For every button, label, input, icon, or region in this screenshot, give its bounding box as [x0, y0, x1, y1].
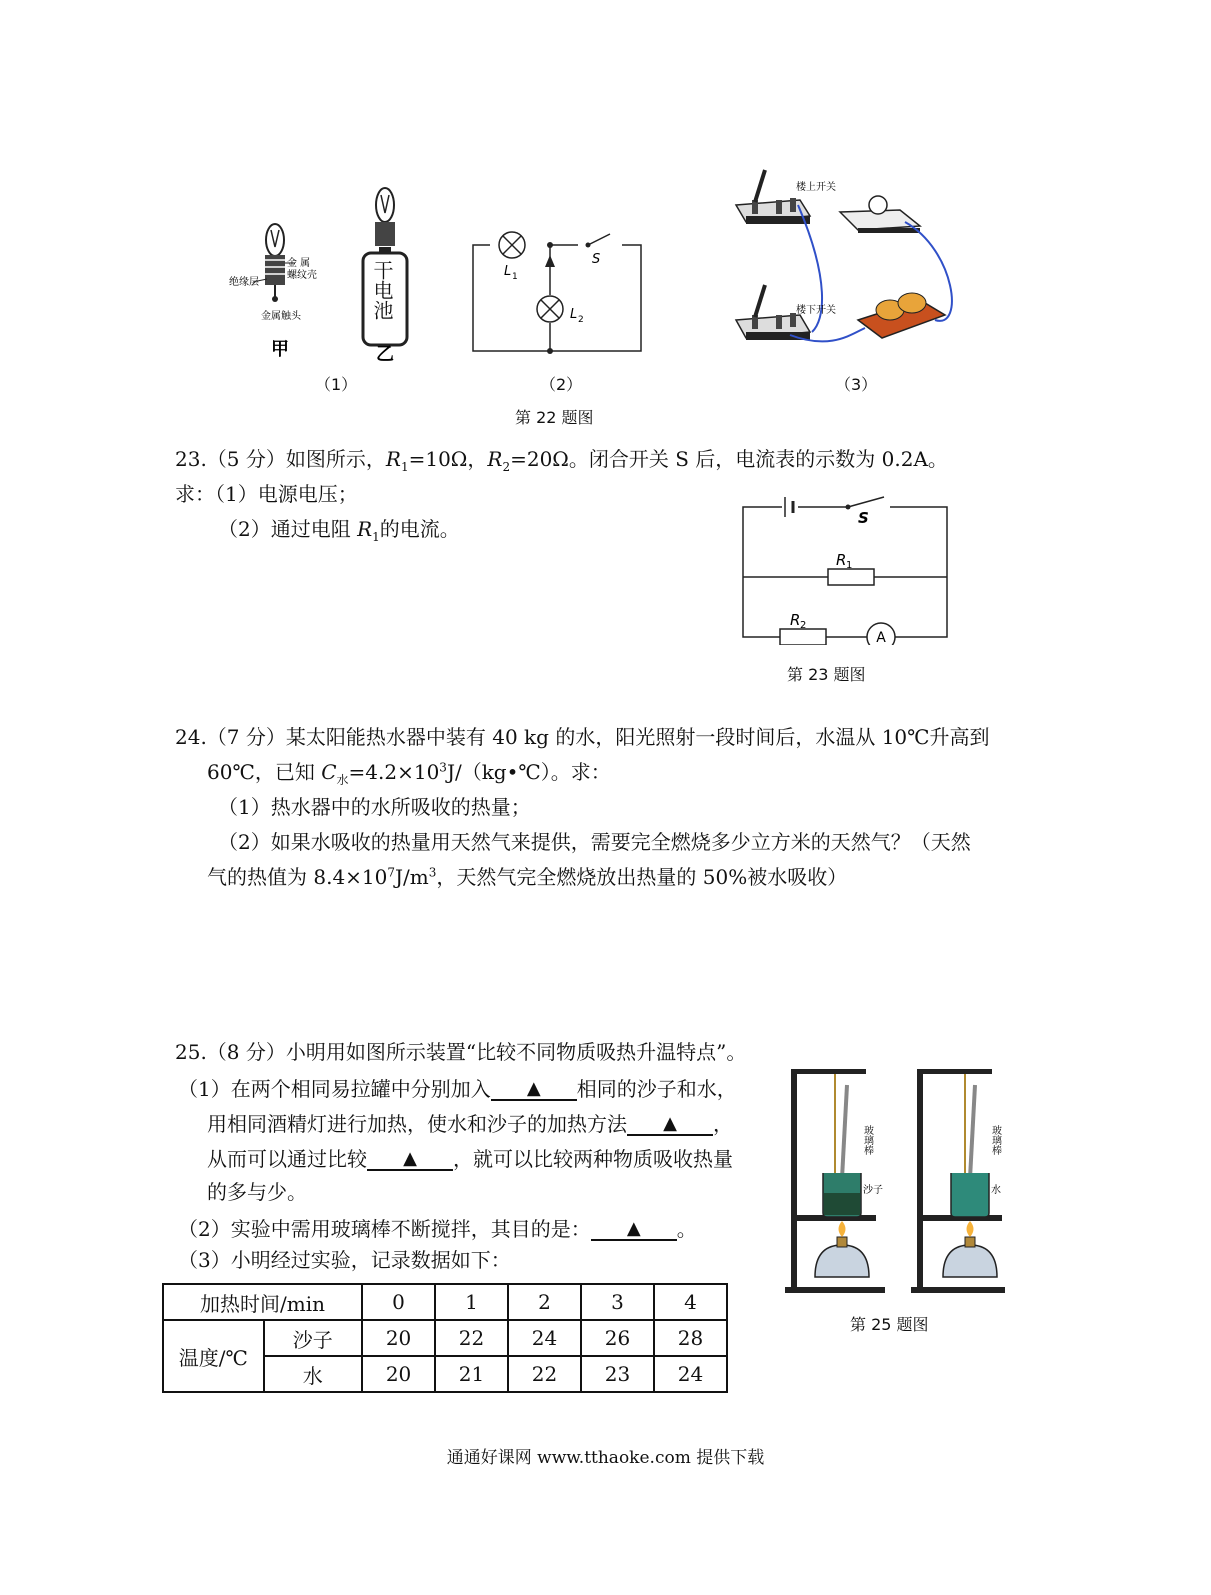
q23-r2-label: R	[790, 611, 801, 629]
q25-p1-b: 相同的沙子和水，	[576, 1077, 737, 1101]
q23-part2-r: R	[357, 517, 373, 541]
q23-ask: 求：（1）电源电压；	[175, 482, 358, 506]
r2-symbol: R	[487, 447, 503, 471]
q25-data-table	[162, 1283, 728, 1393]
S-label: S	[592, 252, 601, 267]
fig-22-caption: 第 22 题图	[515, 408, 594, 427]
q25-p3: （3）小明经过实验，记录数据如下：	[178, 1248, 511, 1272]
q24-line1: 24.（7 分）某太阳能热水器中装有 40 kg 的水，阳光照射一段时间后，水温从 10℃升高到	[175, 725, 990, 749]
value-cell: 21	[435, 1356, 508, 1392]
value-cell: 24	[654, 1356, 727, 1392]
q24-line3: （1）热水器中的水所吸收的热量；	[218, 795, 531, 819]
answer-blank-1[interactable]	[491, 1075, 577, 1101]
q23-circuit-diagram	[738, 495, 953, 645]
q25-p2-b: 。	[676, 1217, 697, 1241]
q23-line1	[175, 447, 948, 474]
time-cell: 0	[362, 1284, 435, 1320]
row-label-cell: 沙子	[264, 1320, 362, 1356]
q25-p1-d: ，	[713, 1112, 733, 1136]
fig-22-3-number: （3）	[835, 375, 878, 394]
q25-p1-c: 用相同酒精灯进行加热，使水和沙子的加热方法	[207, 1112, 627, 1136]
q24-l2-c: J/（kg•℃）。求：	[446, 760, 611, 784]
r1-value: =10Ω，	[408, 447, 488, 471]
table-header-row	[163, 1284, 727, 1320]
q25-figure	[785, 1065, 1005, 1295]
bulb-and-battery-illustration	[225, 175, 425, 370]
q24-l2-b: =4.2×10	[348, 760, 440, 784]
L2-label: L	[570, 307, 578, 322]
q23-prefix: 23.（5 分）如图所示，	[175, 447, 386, 471]
q23-circuit	[738, 495, 953, 645]
upstairs-switch-label: 楼上开关	[796, 182, 836, 193]
q23-r1-label: R	[836, 551, 847, 569]
battery-text: 干电池	[370, 260, 394, 320]
fig-25-caption: 第 25 题图	[850, 1315, 929, 1334]
r2-sub: 2	[502, 460, 511, 474]
contact-label: 金属触头	[261, 311, 301, 322]
q25-water-label: 水	[991, 1185, 1001, 1196]
q24-c-symbol: C	[321, 760, 337, 784]
table-row	[163, 1320, 727, 1356]
stair-switch-wiring-illustration	[730, 160, 960, 350]
value-cell: 28	[654, 1320, 727, 1356]
blank-triangle: ▲	[526, 1078, 541, 1099]
q24-l5-sup2: 3	[428, 865, 437, 880]
q24-l5-c: ，天然气完全燃烧放出热量的 50%被水吸收）	[436, 865, 848, 889]
q24-l2-a: 60℃，已知	[207, 760, 322, 784]
r2-value: =20Ω。闭合开关 S 后，电流表的示数为 0.2A。	[510, 447, 948, 471]
q24-line5	[207, 865, 847, 889]
q22-figure-3	[730, 160, 960, 350]
time-cell: 2	[508, 1284, 581, 1320]
value-cell: 24	[508, 1320, 581, 1356]
time-cell: 1	[435, 1284, 508, 1320]
label-jia: 甲	[271, 339, 289, 360]
q25-p1-line3	[207, 1145, 733, 1171]
L2-sub: 2	[578, 315, 584, 325]
answer-blank-4[interactable]	[591, 1215, 677, 1241]
heating-apparatus-illustration	[785, 1065, 1005, 1295]
q25-p2	[178, 1215, 697, 1241]
value-cell: 22	[435, 1320, 508, 1356]
blank-triangle: ▲	[403, 1148, 417, 1169]
q23-part2	[218, 517, 460, 544]
fig-22-2-number: （2）	[540, 375, 583, 394]
q23-part2-sub: 1	[372, 530, 380, 544]
time-cell: 4	[654, 1284, 727, 1320]
q24-l2-sup: 3	[439, 760, 447, 775]
q23-part2-suffix: 的电流。	[379, 517, 460, 541]
row-label-cell: 水	[264, 1356, 362, 1392]
q25-p1-line4: 的多与少。	[207, 1180, 307, 1204]
q25-p1-line2	[207, 1110, 733, 1136]
q24-l5-b: J/m	[395, 865, 429, 889]
value-cell: 20	[362, 1356, 435, 1392]
L1-label: L	[504, 264, 512, 279]
q23-part2-prefix: （2）通过电阻	[218, 517, 358, 541]
value-cell: 20	[362, 1320, 435, 1356]
parallel-circuit-diagram	[470, 225, 645, 357]
q23-r1-sub: 1	[846, 560, 853, 571]
blank-triangle: ▲	[626, 1218, 641, 1239]
q25-p1-e: 从而可以通过比较	[207, 1147, 367, 1171]
q24-l5-sup1: 7	[387, 865, 396, 880]
q24-l5-a: 气的热值为 8.4×10	[207, 865, 388, 889]
q24-line2	[207, 760, 611, 787]
time-header-cell: 加热时间/min	[163, 1284, 362, 1320]
q22-figure-1	[225, 175, 425, 370]
insulator-label: 绝缘层	[229, 277, 259, 288]
value-cell: 23	[581, 1356, 654, 1392]
metal-shell-label-1: 金 属	[287, 258, 311, 269]
temp-header-cell: 温度/℃	[163, 1320, 264, 1392]
ammeter-label: A	[876, 630, 886, 645]
answer-blank-3[interactable]	[367, 1145, 453, 1171]
q25-p1-f: ，就可以比较两种物质吸收热量	[453, 1147, 733, 1171]
q23-s-label: S	[858, 509, 869, 527]
q25-p1-line1	[178, 1075, 737, 1101]
downstairs-switch-label: 楼下开关	[796, 305, 836, 316]
q25-rod-label-1: 玻璃棒	[861, 1125, 873, 1155]
q24-line4: （2）如果水吸收的热量用天然气来提供，需要完全燃烧多少立方米的天然气？（天然	[218, 830, 971, 854]
fig-23-caption: 第 23 题图	[787, 665, 866, 684]
blank-triangle: ▲	[663, 1113, 677, 1134]
value-cell: 26	[581, 1320, 654, 1356]
answer-blank-2[interactable]	[627, 1110, 713, 1136]
q24-c-sub: 水	[336, 773, 349, 787]
page-footer: 通通好课网 www.tthaoke.com 提供下载	[446, 1448, 765, 1468]
q23-r2-sub: 2	[800, 620, 807, 631]
q25-rod-label-2: 玻璃棒	[989, 1125, 1001, 1155]
q25-p2-a: （2）实验中需用玻璃棒不断搅拌，其目的是：	[178, 1217, 591, 1241]
L1-sub: 1	[512, 272, 518, 282]
fig-22-1-number: （1）	[315, 375, 358, 394]
q25-p1-a: （1）在两个相同易拉罐中分别加入	[178, 1077, 491, 1101]
label-yi: 乙	[376, 344, 394, 365]
r1-symbol: R	[385, 447, 401, 471]
time-cell: 3	[581, 1284, 654, 1320]
q25-sand-label: 沙子	[863, 1185, 883, 1196]
q25-line1: 25.（8 分）小明用如图所示装置“比较不同物质吸热升温特点”。	[175, 1040, 747, 1064]
value-cell: 22	[508, 1356, 581, 1392]
q22-figure-2	[470, 225, 645, 357]
metal-shell-label-2: 螺纹壳	[287, 270, 317, 281]
r1-sub: 1	[400, 460, 409, 474]
